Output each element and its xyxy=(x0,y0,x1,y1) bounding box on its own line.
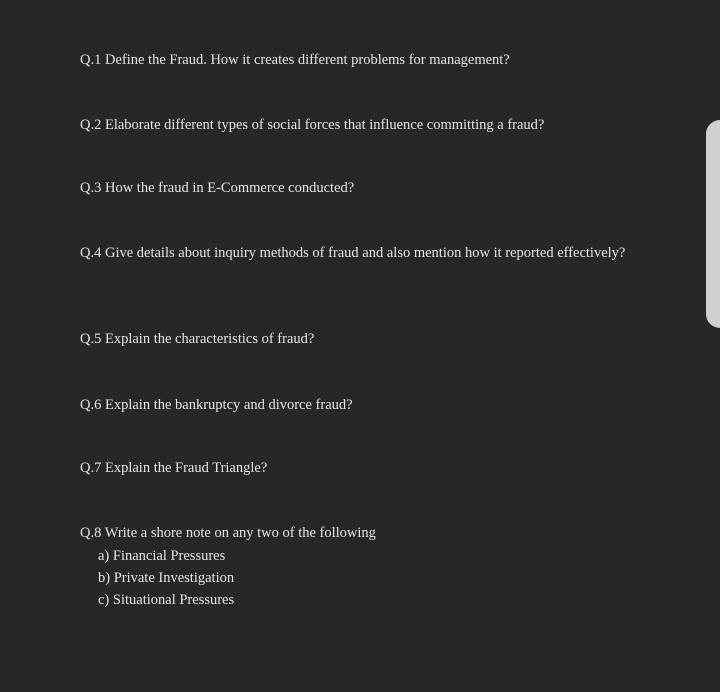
question-7: Q.7 Explain the Fraud Triangle? xyxy=(80,460,268,476)
scroll-handle[interactable] xyxy=(706,120,720,328)
option-a: a) Financial Pressures xyxy=(98,548,226,564)
question-2: Q.2 Elaborate different types of social forces that influence committing a fraud? xyxy=(80,117,545,133)
question-1: Q.1 Define the Fraud. How it creates different problems for management? xyxy=(80,52,510,68)
option-c: c) Situational Pressures xyxy=(98,592,235,608)
question-4: Q.4 Give details about inquiry methods of fraud and also mention how it reported effectively? xyxy=(80,245,626,261)
question-8: Q.8 Write a shore note on any two of the following xyxy=(80,525,376,541)
question-5: Q.5 Explain the characteristics of fraud? xyxy=(80,331,315,347)
question-8-options xyxy=(98,545,234,611)
option-b: b) Private Investigation xyxy=(98,570,235,586)
question-3: Q.3 How the fraud in E-Commerce conducted? xyxy=(80,180,355,196)
question-6: Q.6 Explain the bankruptcy and divorce fraud? xyxy=(80,397,353,413)
